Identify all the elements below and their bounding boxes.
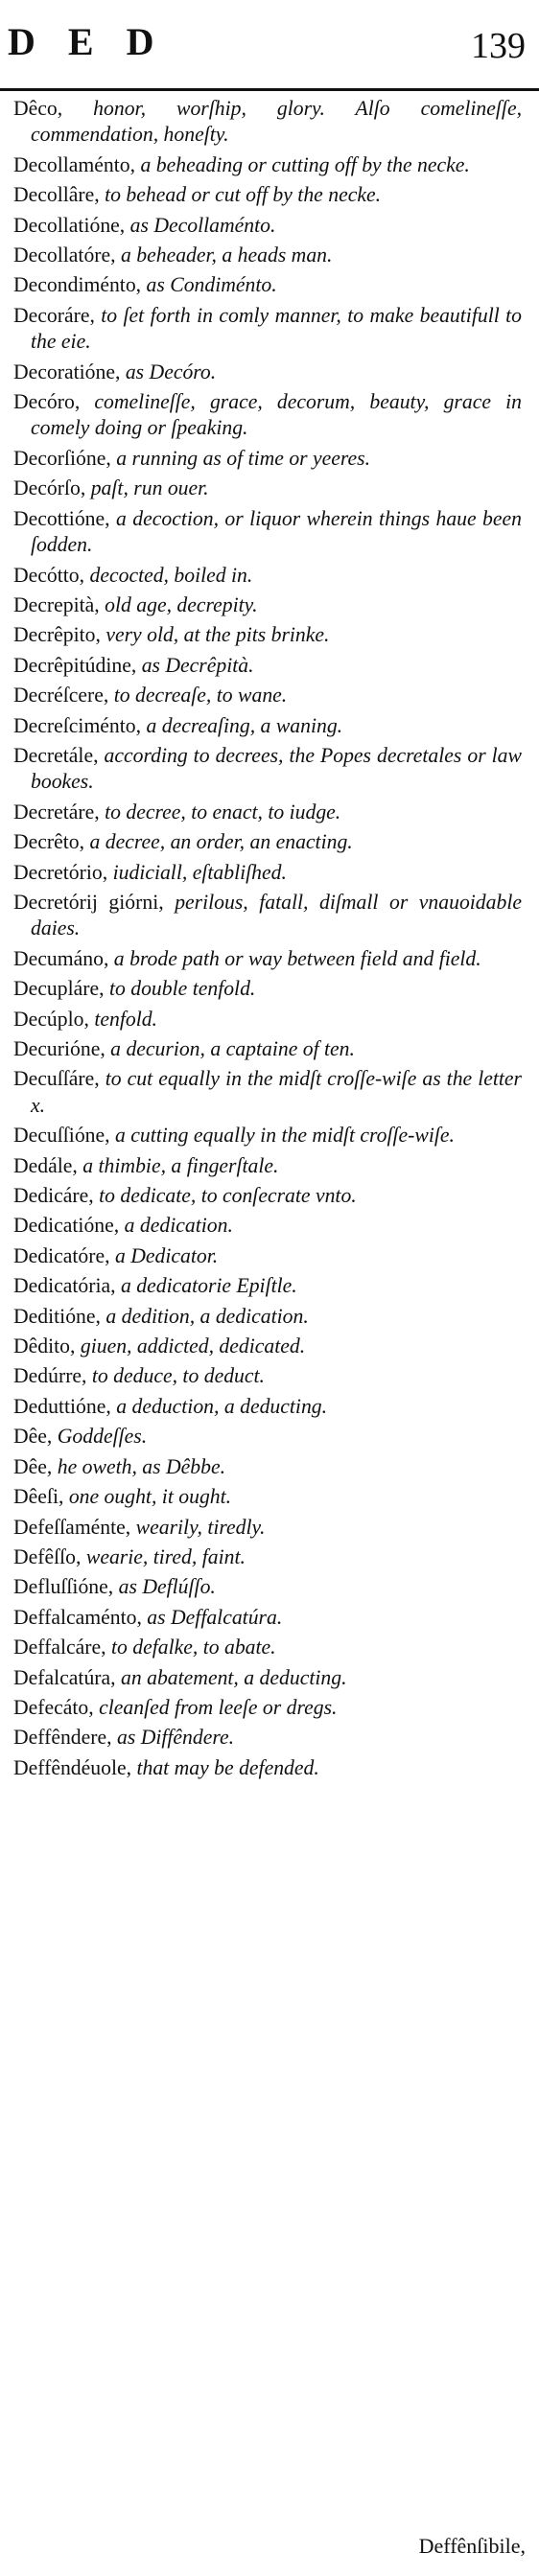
definition: a beheading or cutting off by the necke.	[135, 152, 470, 176]
definition: a beheader, a heads man.	[115, 244, 333, 267]
definition: old age, decrepity.	[99, 592, 258, 616]
dictionary-entry	[13, 1665, 522, 1691]
definition: a deduction, a deducting.	[110, 1394, 328, 1418]
definition: a decreaſing, a waning.	[141, 713, 343, 737]
dictionary-entry	[13, 1007, 522, 1033]
headword: Dedicáre,	[13, 1184, 94, 1208]
definition: as Deffalcatúra.	[141, 1605, 283, 1629]
dictionary-entry	[13, 213, 522, 239]
definition: comelineſſe, grace, decorum, beauty, grace in comely doing or ſpeaking.	[31, 390, 522, 440]
definition: a decree, an order, an enacting.	[84, 830, 353, 854]
definition: perilous, fatall, diſmall or vnauoidable daies.	[31, 890, 522, 940]
headword: Decrepità,	[13, 592, 100, 616]
definition: as Deflúſſo.	[113, 1575, 216, 1599]
dictionary-entry	[13, 476, 522, 501]
dictionary-entry	[13, 683, 522, 708]
definition: according to decrees, the Popes decretales or law bookes.	[31, 743, 522, 794]
headword: Decupláre,	[13, 977, 105, 1001]
dictionary-entry	[13, 946, 522, 972]
definition: honor, worſhip, glory. Alſo comelineſſe, commendation, honeſty.	[31, 97, 522, 147]
dictionary-entry	[13, 890, 522, 942]
headword: Dedicatióne,	[13, 1214, 120, 1238]
headword: Defecáto,	[13, 1695, 94, 1719]
definition: paſt, run ouer.	[85, 476, 209, 500]
headword: Deditióne,	[13, 1304, 101, 1328]
definition: to dedicate, to conſecrate vnto.	[93, 1184, 357, 1208]
definition: a decoction, or liquor wherein things haue been ſodden.	[31, 506, 522, 557]
dictionary-entry	[13, 860, 522, 886]
dictionary-entry	[13, 1213, 522, 1239]
dictionary-entry	[13, 1454, 522, 1480]
headword: Decurióne,	[13, 1037, 105, 1060]
headword: Decoráre,	[13, 303, 95, 327]
dictionary-entry	[13, 976, 522, 1002]
definition: very old, at the pits brinke.	[100, 623, 330, 647]
headword: Decoratióne,	[13, 360, 121, 383]
headword: Decretále,	[13, 743, 99, 767]
dictionary-entry	[13, 1635, 522, 1660]
definition: Goddeſſes.	[52, 1425, 148, 1449]
headword: Dêe,	[13, 1454, 53, 1478]
headword: Decréſcere,	[13, 684, 109, 708]
dictionary-entry	[13, 182, 522, 208]
headword: Decrêpito,	[13, 623, 101, 647]
headword: Decótto,	[13, 563, 85, 587]
headword: Dedicatóre,	[13, 1243, 110, 1267]
definition: giuen, addicted, dedicated.	[75, 1334, 306, 1358]
dictionary-entry	[13, 152, 522, 178]
definition: as Decrêpità.	[136, 653, 254, 677]
headword: Decretórij giórni,	[13, 890, 164, 914]
definition: to defalke, to abate.	[105, 1636, 276, 1659]
dictionary-entry	[13, 272, 522, 298]
headword: Dêco,	[13, 97, 63, 120]
definition: a dedicatorie Epiſtle.	[115, 1274, 297, 1298]
headword: Decuſſáre,	[13, 1067, 100, 1091]
headword: Deffalcaménto,	[13, 1605, 142, 1629]
definition: tenfold.	[88, 1007, 157, 1031]
headword: Dedále,	[13, 1153, 78, 1177]
definition: he oweth, as Dêbbe.	[52, 1454, 226, 1478]
dictionary-entry	[13, 506, 522, 559]
definition: a brode path or way between field and field.	[108, 946, 481, 970]
definition: as Diffêndere.	[111, 1726, 235, 1750]
headword: Decollaménto,	[13, 152, 136, 176]
dictionary-entry	[13, 1183, 522, 1209]
headword: Deffalcáre,	[13, 1636, 106, 1659]
headword: Decollatóre,	[13, 244, 116, 267]
headword: Defluſſióne,	[13, 1575, 114, 1599]
dictionary-entry	[13, 1153, 522, 1179]
headword: Dêeſi,	[13, 1485, 64, 1509]
definition: decocted, boiled in.	[84, 563, 253, 587]
headword: Dedúrre,	[13, 1364, 87, 1388]
headword: Decreſciménto,	[13, 713, 142, 737]
headword: Defêſſo,	[13, 1544, 82, 1568]
dictionary-entry	[13, 389, 522, 442]
definition: iudiciall, eſtabliſhed.	[107, 860, 287, 884]
dictionary-entry	[13, 800, 522, 825]
definition: wearie, tired, faint.	[81, 1544, 246, 1568]
dictionary-entry	[13, 1424, 522, 1450]
headword: Decollatióne,	[13, 213, 126, 237]
dictionary-entry	[13, 1066, 522, 1119]
dictionary-entry	[13, 303, 522, 356]
dictionary-entry	[13, 1725, 522, 1751]
headword: Decórſo,	[13, 476, 86, 500]
headword: Defalcatúra,	[13, 1665, 116, 1689]
dictionary-entry	[13, 1243, 522, 1269]
dictionary-entry	[13, 1334, 522, 1359]
definition: a cutting equally in the midſt croſſe-wiſe.	[109, 1124, 455, 1148]
dictionary-entry	[13, 1605, 522, 1631]
dictionary-entry	[13, 653, 522, 679]
definition: to cut equally in the midſt croſſe-wiſe as the letter x.	[31, 1067, 522, 1117]
dictionary-entry	[13, 96, 522, 149]
headword: Decollâre,	[13, 183, 100, 207]
headword: Decrêto,	[13, 830, 85, 854]
definition: a decurion, a captaine of ten.	[105, 1037, 355, 1060]
dictionary-entry	[13, 1036, 522, 1062]
definition: as Condiménto.	[141, 273, 277, 297]
definition: to double tenfold.	[104, 977, 256, 1001]
definition: a thimbie, a fingerſtale.	[77, 1153, 279, 1177]
definition: to behead or cut off by the necke.	[99, 183, 381, 207]
dictionary-entry	[13, 1755, 522, 1781]
dictionary-entry	[13, 1574, 522, 1600]
header-rule	[0, 88, 539, 91]
definition: a Dedicator.	[109, 1243, 219, 1267]
dictionary-entry	[13, 592, 522, 618]
definition: to decreaſe, to wane.	[108, 684, 288, 708]
headword: Dêe,	[13, 1425, 53, 1449]
definition: one ought, it ought.	[63, 1485, 232, 1509]
headword: Decúplo,	[13, 1007, 89, 1031]
dictionary-entry	[13, 1363, 522, 1389]
dictionary-entry	[13, 446, 522, 472]
definition: as Decóro.	[120, 360, 217, 383]
headword: Dêdito,	[13, 1334, 76, 1358]
headword: Decorſióne,	[13, 446, 111, 470]
dictionary-entry	[13, 1273, 522, 1299]
dictionary-entry	[13, 743, 522, 796]
headword: Deffêndéuole,	[13, 1755, 132, 1779]
definition: an abatement, a deducting.	[115, 1665, 347, 1689]
entry-list	[13, 96, 522, 1785]
page-header	[0, 17, 539, 75]
definition: a dedition, a dedication.	[100, 1304, 309, 1328]
headword: Defeſſaménte,	[13, 1515, 131, 1539]
headword: Decumáno,	[13, 946, 109, 970]
page-number: 139	[471, 26, 526, 66]
definition: wearily, tiredly.	[130, 1515, 266, 1539]
headword: Decuſſióne,	[13, 1124, 110, 1148]
headword: Deffêndere,	[13, 1726, 112, 1750]
headword: Decondiménto,	[13, 273, 142, 297]
dictionary-entry	[13, 1304, 522, 1330]
headword: Deduttióne,	[13, 1394, 111, 1418]
running-head: DED	[8, 20, 187, 63]
dictionary-entry	[13, 1484, 522, 1510]
headword: Decretáre,	[13, 800, 100, 824]
definition: cleanſed from leeſe or dregs.	[93, 1695, 338, 1719]
definition: a dedication.	[119, 1214, 233, 1238]
dictionary-entry	[13, 1123, 522, 1149]
dictionary-entry	[13, 360, 522, 385]
dictionary-entry	[13, 243, 522, 268]
dictionary-entry	[13, 829, 522, 855]
headword: Dedicatória,	[13, 1274, 116, 1298]
dictionary-entry	[13, 1515, 522, 1541]
dictionary-entry	[13, 1544, 522, 1570]
definition: to deduce, to deduct.	[86, 1364, 265, 1388]
catchword: Deffênſibile,	[418, 2534, 526, 2558]
definition: a running as of time or yeeres.	[110, 446, 371, 470]
definition: that may be defended.	[131, 1755, 319, 1779]
headword: Decottióne,	[13, 506, 110, 530]
dictionary-entry	[13, 1394, 522, 1420]
headword: Decretório,	[13, 860, 108, 884]
definition: as Decollaménto.	[125, 213, 276, 237]
dictionary-entry	[13, 1695, 522, 1721]
headword: Decóro,	[13, 390, 81, 414]
dictionary-entry	[13, 563, 522, 589]
definition: to ſet forth in comly manner, to make beautifull to the eie.	[31, 303, 522, 354]
dictionary-entry	[13, 713, 522, 739]
dictionary-entry	[13, 622, 522, 648]
headword: Decrêpitúdine,	[13, 653, 137, 677]
definition: to decree, to enact, to iudge.	[99, 800, 341, 824]
